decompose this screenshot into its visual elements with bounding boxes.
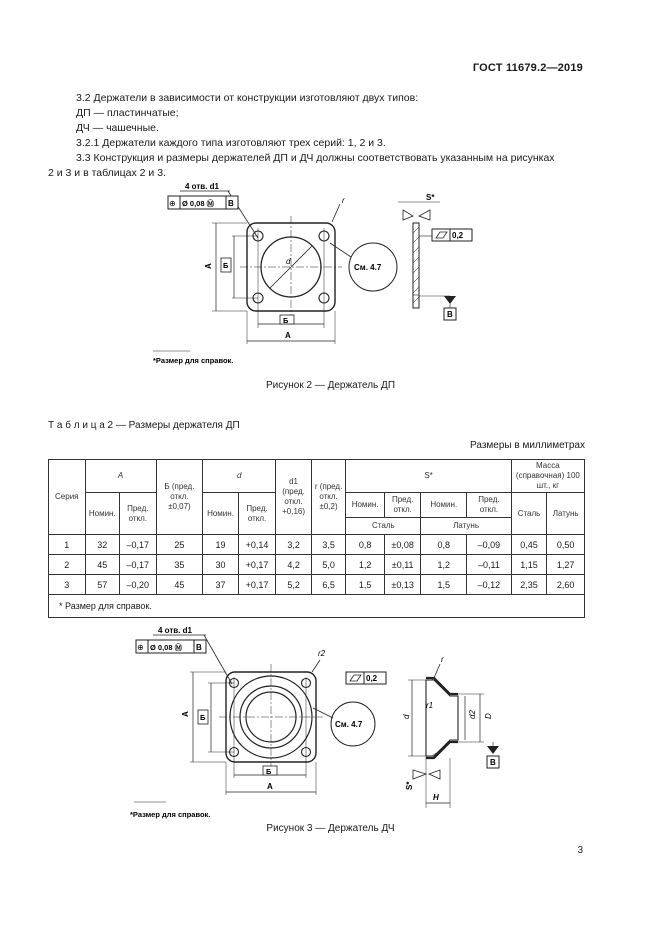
fig3-label-r1: r1	[426, 701, 434, 710]
fig3-flatness-frame	[346, 672, 386, 684]
th-S-steel: Сталь	[346, 518, 421, 535]
figure-3-caption: Рисунок 3 — Держатель ДЧ	[266, 823, 395, 834]
fig3-label-d: d	[402, 714, 411, 719]
svg-text:⊕: ⊕	[137, 643, 144, 652]
fig2-datum-label: В	[447, 310, 453, 319]
th-series: Серия	[49, 460, 86, 535]
th-S-steel-dev: Пред. откл.	[384, 493, 421, 518]
fig3-label-A-horz: A	[267, 782, 273, 791]
paragraph-3-2: 3.2 Держатели в зависимости от конструкции изготовляют двух типов:	[76, 92, 419, 104]
table-note-row	[49, 595, 585, 618]
table-header-row-1	[49, 460, 585, 493]
fig3-label-D: D	[484, 713, 493, 719]
fig2-label-B-horz: Б	[283, 316, 289, 325]
th-A-nom: Номин.	[85, 493, 120, 535]
fig2-side-view	[413, 223, 419, 308]
th-d-nom: Номин.	[203, 493, 239, 535]
svg-text:0,2: 0,2	[452, 231, 464, 240]
paragraph-3-3-cont: 2 и 3 и в таблицах 2 и 3.	[48, 167, 166, 179]
th-mass-brass: Латунь	[547, 493, 585, 535]
fig2-holes-label: 4 отв. d1	[185, 182, 219, 191]
table-row: 2 45 –0,17 35 30 +0,17 4,2 5,0 1,2 ±0,11 1,2 –0,11 1,15 1,27	[49, 555, 585, 575]
figure-2-caption: Рисунок 2 — Держатель ДП	[265, 380, 396, 391]
th-A-dev: Пред. откл.	[120, 493, 157, 535]
fig2-label-S: S*	[426, 193, 435, 202]
fig2-label-r: r	[342, 196, 345, 205]
fig3-tolerance-frame	[136, 640, 206, 653]
table-row: 1 32 –0,17 25 19 +0,14 3,2 3,5 0,8 ±0,08 0,8 –0,09 0,45 0,50	[49, 535, 585, 555]
fig2-flatness-frame	[419, 229, 472, 241]
svg-text:В: В	[196, 643, 202, 652]
fig3-label-A-vert: A	[181, 711, 190, 717]
svg-text:В: В	[228, 199, 234, 208]
fig2-label-A-horz: A	[285, 331, 291, 340]
th-A: A	[85, 460, 156, 493]
th-mass: Масса (справочная) 100 шт., кг	[511, 460, 584, 493]
svg-text:⊕: ⊕	[169, 199, 176, 208]
fig3-label-S: S*	[405, 781, 414, 790]
th-S-brass-nom: Номин.	[421, 493, 467, 518]
svg-text:0,2: 0,2	[366, 674, 378, 683]
figure-3-drawing	[128, 622, 508, 822]
fig2-label-d: d	[286, 257, 291, 266]
th-S-brass: Латунь	[421, 518, 511, 535]
th-S-steel-nom: Номин.	[346, 493, 385, 518]
fig3-label-H: H	[433, 793, 439, 802]
page-number: 3	[577, 845, 583, 856]
fig2-label-A-vert: A	[204, 263, 213, 269]
svg-text:Ø 0,08 Ⓜ: Ø 0,08 Ⓜ	[150, 643, 183, 652]
table-note: * Размер для справок.	[49, 595, 585, 618]
fig3-side-section	[426, 678, 458, 758]
paragraph-dp: ДП — пластинчатые;	[76, 107, 179, 119]
figure-2-drawing	[140, 178, 480, 376]
th-d1: d1 (пред. откл. +0,16)	[276, 460, 312, 535]
th-mass-steel: Сталь	[511, 493, 547, 535]
th-S: S*	[346, 460, 511, 493]
fig3-label-d2: d2	[468, 710, 477, 719]
body-text	[48, 91, 584, 181]
table-row: 3 57 –0,20 45 37 +0,17 5,2 6,5 1,5 ±0,13 1,5 –0,12 2,35 2,60	[49, 575, 585, 595]
fig2-label-B-vert: Б	[223, 261, 229, 270]
svg-text:Ø 0,08 Ⓜ: Ø 0,08 Ⓜ	[182, 199, 215, 208]
th-B: Б (пред. откл. ±0,07)	[156, 460, 203, 535]
fig3-label-r2: r2	[318, 649, 326, 658]
doc-code-header: ГОСТ 11679.2—2019	[472, 62, 583, 74]
fig3-label-B-horz: Б	[266, 767, 272, 776]
fig2-ref-note: См. 4.7	[354, 263, 382, 272]
th-S-brass-dev: Пред. откл.	[467, 493, 512, 518]
fig2-tolerance-frame	[168, 196, 238, 209]
fig3-datum-label: В	[490, 758, 496, 767]
th-d-dev: Пред. откл.	[238, 493, 276, 535]
th-r: r (пред. откл. ±0,2)	[311, 460, 346, 535]
paragraph-3-2-1: 3.2.1 Держатели каждого типа изготовляют трех серий: 1, 2 и 3.	[76, 137, 386, 149]
paragraph-dch: ДЧ — чашечные.	[76, 122, 159, 134]
th-d: d	[203, 460, 276, 493]
table-2	[48, 459, 585, 618]
fig3-ref-note: См. 4.7	[335, 720, 363, 729]
paragraph-3-3: 3.3 Конструкция и размеры держателей ДП и ДЧ должны соответствовать указанным на рисунках	[76, 152, 555, 164]
fig3-label-B-vert: Б	[200, 713, 206, 722]
fig3-holes-label: 4 отв. d1	[158, 626, 192, 635]
table-2-title: Т а б л и ц а 2 — Размеры держателя ДП	[48, 420, 240, 431]
fig3-footnote: *Размер для справок.	[130, 810, 211, 819]
fig3-label-r: r	[441, 655, 444, 664]
table-2-units: Размеры в миллиметрах	[470, 440, 585, 451]
fig2-footnote: *Размер для справок.	[153, 356, 234, 365]
